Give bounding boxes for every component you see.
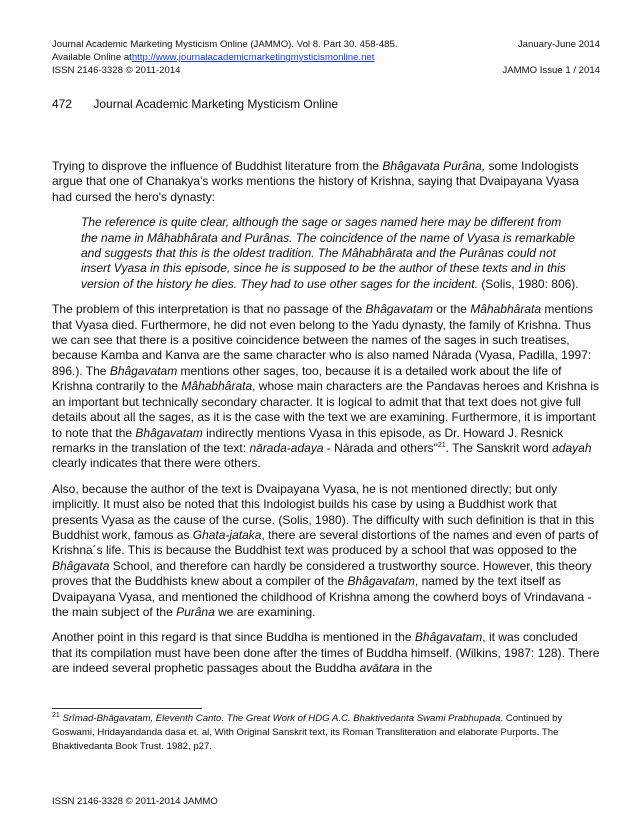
article-body	[52, 159, 600, 687]
footnote-divider	[52, 708, 202, 709]
paragraph-4	[52, 630, 600, 676]
issue-date: January-June 2014	[517, 39, 600, 50]
footnote-title: Srîmad-Bhâgavatam, Eleventh Canto. The Great Work of HDG A.C. Bhaktivedanta Swami Prabhupada	[59, 713, 501, 724]
footnote-text: . Continued by Goswami, Hridayandanda dasa et. al, With Original Sanskrit text, its Roman Transliteration and elaborate Purports. The Bhaktivedanta Book Trust. 1982, p27.	[52, 713, 563, 752]
text-run: in the	[399, 661, 433, 676]
text-run: , whose main characters are the Pandavas heroes and Krishna is an important but technically secondary character. It is logical to admit that that text does not give full details about all the sages, as it is the case with the text we are examining. Furthermore, it is important to note that the	[52, 379, 599, 440]
quote-citation: (Solis, 1980: 806).	[477, 276, 579, 291]
text-run: - Nárada and others"	[323, 440, 438, 455]
journal-citation-line: Journal Academic Marketing Mysticism Online (JAMMO). Vol 8. Part 30. 458-485.	[52, 39, 398, 50]
text-run: clearly indicates that there were others.	[52, 456, 261, 471]
italic-term: Mâhabhârata	[470, 302, 541, 317]
italic-term: Bhâgavata	[52, 558, 110, 573]
text-run: , it was concluded that its compilation must have been done after the times of Buddha himself. (Wilkins, 1987: 128). There are indeed several prophetic passages about the Buddha	[52, 630, 600, 676]
italic-term: Bhâgavatam	[109, 363, 178, 378]
italic-term: Ghata-jataka	[192, 527, 262, 542]
text-run: we are examining.	[214, 604, 316, 619]
italic-term: Bhâgavatam	[135, 425, 203, 440]
text-run: Trying to disprove the influence of Buddhist literature from the	[52, 159, 383, 173]
italic-term: Bhâgavatam	[347, 574, 415, 589]
italic-term: nārada-adaya	[249, 440, 324, 455]
italic-term: adayah	[552, 440, 592, 455]
running-head-title: Journal Academic Marketing Mysticism Online	[93, 97, 339, 111]
available-online-label: Available Online at	[52, 52, 132, 63]
running-head	[52, 97, 338, 111]
italic-term: avātara	[359, 661, 400, 676]
header-issn: ISSN 2146-3328 © 2011-2014	[52, 65, 181, 76]
page-header	[52, 38, 600, 77]
text-run: or the	[432, 302, 471, 317]
text-run: The problem of this interpretation is that no passage of the	[52, 302, 366, 317]
footnote-ref[interactable]: 21	[437, 441, 446, 449]
text-run: mentions that Vyasa died. Furthermore, he did not even belong to the Yadu dynasty, the family of Krishna. Thus we can see that there is a positive coincidence between the names of the sages in such treatises, because Kamba and Kanva are the same character who is also named Nárada (Vyasa, Padilla, 1997: 896.). The	[52, 302, 594, 378]
footnote-number: 21	[52, 711, 60, 719]
italic-term: Bhâgavatam	[365, 302, 433, 317]
text-run: School, and therefore can hardly be considered a trustworthy source. However, this theory proves that the Buddhists knew about a compiler of the	[52, 558, 592, 589]
page-footer: ISSN 2146-3328 © 2011-2014 JAMMO	[52, 796, 218, 807]
italic-term: Mâhabhârata	[181, 379, 253, 394]
footnote	[52, 712, 600, 754]
page-number: 472	[52, 97, 73, 111]
journal-url-link[interactable]: http://www.journalacademicmarketingmysticismonline.net	[131, 52, 375, 63]
text-run: some Indologists argue that one of Chanakya's works mentions the history of Krishna, saying that Dvaipayana Vyasa had cursed the hero's dynasty:	[52, 159, 579, 204]
text-run: Another point in this regard is that since Buddha is mentioned in the	[52, 630, 415, 645]
text-run: , named by the text itself as Dvaipayana Vyasa, and mentioned the childhood of Krishna among the cowherd boys of Vrindavana - the main subject of the	[52, 574, 592, 619]
text-run: indirectly mentions Vyasa in this episode, as Dr. Howard J. Resnick remarks in the translation of the text:	[52, 425, 564, 455]
paragraph-2	[52, 302, 600, 471]
text-run: Also, because the author of the text is Dvaipayana Vyasa, he is not mentioned directly; but only implicitly. It must also be noted that this Indologist builds his case by using a Buddhist work that presents Vyasa as the cause of the curse. (Solis, 1980). The difficulty with such definition is that in this Buddhist work, famous as	[52, 481, 595, 542]
block-quote	[81, 215, 581, 292]
text-run: . The Sanskrit word	[445, 440, 553, 455]
text-run: mentions other sages, too, because it is a detailed work about the life of Krishna contrarily to the	[52, 363, 562, 394]
header-issue: JAMMO Issue 1 / 2014	[502, 65, 600, 76]
quote-text: The reference is quite clear, although the sage or sages named here may be different from the name in Mâhabhârata and Purânas. The coincidence of the name of Vyasa is remarkable and suggests that this is the oldest tradition. The Mâhabhârata and the Purânas could not insert Vyasa in this episode, since he is supposed to be the author of these texts and in this version of the history he dies. They had to use other sages for the incident.	[81, 215, 576, 291]
text-run: , there are several distortions of the names and even of parts of Krishna´s life. This is because the Buddhist text was produced by a school that was opposed to the	[52, 527, 599, 558]
paragraph-1	[52, 159, 600, 205]
italic-term: Bhâgavata Purâna,	[382, 159, 486, 173]
italic-term: Purâna	[176, 604, 215, 619]
italic-term: Bhâgavatam	[414, 630, 483, 645]
paragraph-3	[52, 482, 600, 621]
